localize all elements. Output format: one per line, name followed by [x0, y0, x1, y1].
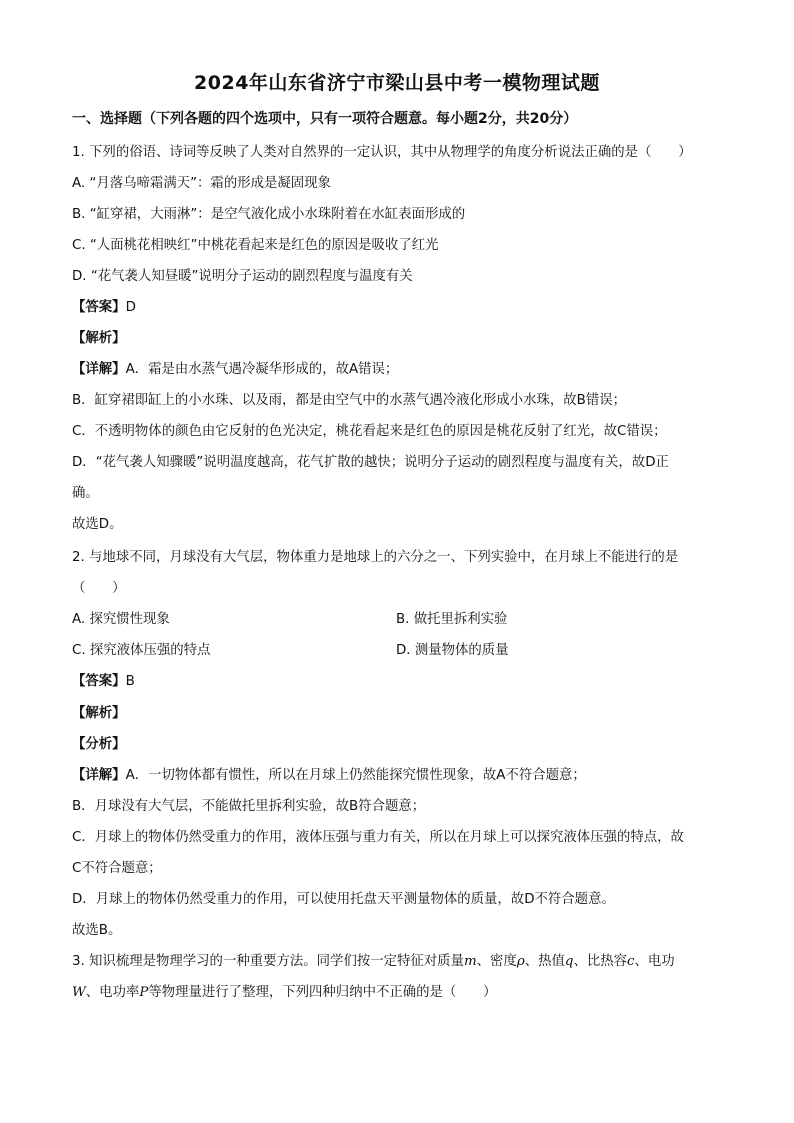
question-2-option-b: B. 做托里拆利实验 [396, 612, 508, 627]
question-2-conclusion: 故选B。 [72, 923, 122, 938]
question-1-analysis-label: 【解析】 [72, 331, 126, 346]
question-2-option-d: D. 测量物体的质量 [396, 643, 509, 658]
question-1-conclusion: 故选D。 [72, 517, 123, 532]
detail-label: 【详解】 [72, 768, 126, 783]
question-2-stem: 2. 与地球不同，月球没有大气层，物体重力是地球上的六分之一、下列实验中，在月球上不能进行的是 [72, 550, 679, 565]
question-1-detail-b: B．缸穿裙即缸上的小水珠、以及雨，都是由空气中的水蒸气遇冷液化形成小水珠，故B错误； [72, 393, 626, 408]
q3-text: 、密度 [476, 954, 517, 969]
question-1-detail-a [72, 358, 398, 377]
question-1-stem: 1. 下列的俗语、诗词等反映了人类对自然界的一定认识，其中从物理学的角度分析说法正确的是（ ） [72, 145, 692, 160]
answer-label: 【答案】 [72, 674, 126, 689]
question-2-analysis-label: 【解析】 [72, 706, 126, 721]
q3-var-p: P [139, 985, 149, 1000]
q3-text: 3. 知识梳理是物理学习的一种重要方法。同学们按一定特征对质量 [72, 954, 464, 969]
page-title: 2024年山东省济宁市梁山县中考一模物理试题 [194, 72, 600, 94]
question-1-option-d: D. “花气袭人知昼暖”说明分子运动的剧烈程度与温度有关 [72, 269, 413, 284]
q3-var-rho: ρ [516, 954, 525, 969]
question-3-stem [72, 946, 727, 1008]
answer-value: D [125, 300, 136, 315]
question-1-option-b: B. “缸穿裙，大雨淋”：是空气液化成小水珠附着在水缸表面形成的 [72, 207, 466, 222]
q3-var-c: c [627, 954, 635, 969]
answer-label: 【答案】 [72, 300, 126, 315]
detail-text: A．霜是由水蒸气遇冷凝华形成的，故A错误； [125, 362, 399, 377]
question-2-detail-a [72, 764, 586, 783]
question-1-option-a: A. “月落乌啼霜满天”：霜的形成是凝固现象 [72, 176, 331, 191]
question-2-fenxi-label: 【分析】 [72, 737, 126, 752]
question-2-answer [72, 670, 135, 689]
q3-var-w: W [72, 985, 86, 1000]
detail-label: 【详解】 [72, 362, 126, 377]
question-2-detail-c-cont: C不符合题意； [72, 861, 162, 876]
question-1-option-c: C. “人面桃花相映红”中桃花看起来是红色的原因是吸收了红光 [72, 238, 439, 253]
question-2-option-a: A. 探究惯性现象 [72, 612, 170, 627]
question-2-detail-c: C．月球上的物体仍然受重力的作用，液体压强与重力有关，所以在月球上可以探究液体压强的特点，故 [72, 830, 684, 845]
question-2-option-c: C. 探究液体压强的特点 [72, 643, 211, 658]
q3-var-m: m [463, 954, 477, 969]
question-2-stem-cont: （ ） [72, 581, 126, 596]
question-2-detail-b: B．月球没有大气层，不能做托里拆利实验，故B符合题意； [72, 799, 426, 814]
question-2-detail-d: D．月球上的物体仍然受重力的作用，可以使用托盘天平测量物体的质量，故D不符合题意。 [72, 892, 615, 907]
question-1-detail-d: D．“花气袭人知骤暖”说明温度越高，花气扩散的越快；说明分子运动的剧烈程度与温度有关，故D正 [72, 455, 669, 470]
answer-value: B [125, 674, 135, 689]
section-heading: 一、选择题（下列各题的四个选项中，只有一项符合题意。每小题2分，共20分） [72, 111, 578, 127]
q3-text: 、电功率 [85, 985, 140, 1000]
question-1-answer [72, 296, 136, 315]
q3-text: 等物理量进行了整理，下列四种归纳中不正确的是（ ） [148, 985, 497, 1000]
q3-var-q: q [564, 954, 574, 969]
question-1-detail-d-cont: 确。 [72, 486, 99, 501]
q3-text: 、比热容 [573, 954, 628, 969]
detail-text: A．一切物体都有惯性，所以在月球上仍然能探究惯性现象，故A不符合题意； [125, 768, 586, 783]
question-1-detail-c: C．不透明物体的颜色由它反射的色光决定，桃花看起来是红色的原因是桃花反射了红光，故C错误； [72, 424, 667, 439]
q3-text: 、电功 [634, 954, 675, 969]
q3-text: 、热值 [524, 954, 565, 969]
